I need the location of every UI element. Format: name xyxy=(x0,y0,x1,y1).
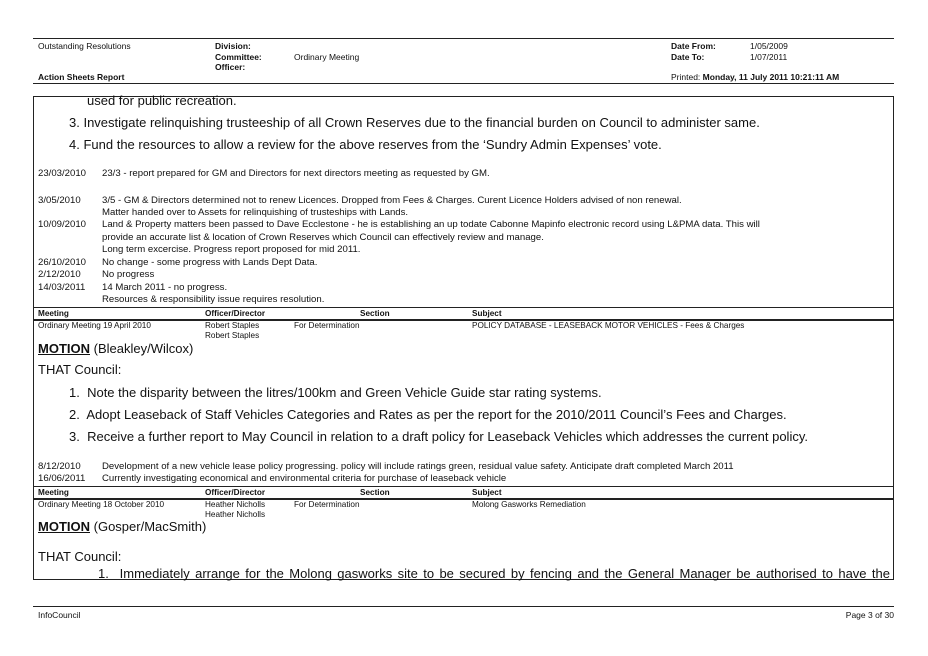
list-item-text: Receive a further report to May Council in relation to a draft policy for Leaseback Vehicles which addresses the current policy. xyxy=(87,429,808,444)
row-divider xyxy=(33,486,894,487)
date-to-label: Date To: xyxy=(671,52,705,62)
that-council: THAT Council: xyxy=(38,362,122,377)
list-item-number: 1. xyxy=(98,566,109,581)
row-divider xyxy=(33,307,894,308)
page-number: Page 3 of 30 xyxy=(845,610,894,620)
col-header-officer: Officer/Director xyxy=(205,488,266,497)
printed-line xyxy=(671,72,839,82)
note-text: 23/3 - report prepared for GM and Directors for next directors meeting as requested by GM. xyxy=(102,168,490,179)
header-bottom-rule xyxy=(33,83,894,84)
motion-heading xyxy=(38,519,206,534)
record-meeting: Ordinary Meeting 18 October 2010 xyxy=(38,500,165,509)
col-header-section: Section xyxy=(360,309,390,318)
note-date: 14/03/2011 xyxy=(38,282,86,293)
list-item-text: Immediately arrange for the Molong gasworks site to be secured by fencing and the General Manager be authorised to have the xyxy=(119,566,890,581)
header-top-rule xyxy=(33,38,894,39)
note-date: 23/03/2010 xyxy=(38,168,87,179)
list-item-text: Investigate relinquishing trusteeship of all Crown Reserves due to the financial burden on Council to administer same. xyxy=(83,115,760,130)
committee-value: Ordinary Meeting xyxy=(294,52,360,62)
record-director: Heather Nicholls xyxy=(205,510,266,519)
note-text: 14 March 2011 - no progress. xyxy=(102,282,228,293)
note-date: 3/05/2010 xyxy=(38,195,81,206)
division-label: Division: xyxy=(215,41,251,51)
col-header-section: Section xyxy=(360,488,390,497)
list-item-text: Adopt Leaseback of Staff Vehicles Categories and Rates as per the report for the 2010/2011 Council’s Fees and Charges. xyxy=(86,407,787,422)
note-text: Currently investigating economical and environmental criteria for purchase of leaseback vehicle xyxy=(102,473,507,484)
note-text: No change - some progress with Lands Dept Data. xyxy=(102,257,318,268)
footer-app-name: InfoCouncil xyxy=(38,610,81,620)
committee-label: Committee: xyxy=(215,52,262,62)
report-title: Outstanding Resolutions xyxy=(38,41,131,51)
list-item xyxy=(69,407,787,422)
col-header-officer: Officer/Director xyxy=(205,309,266,318)
printed-label: Printed: xyxy=(671,72,701,82)
printed-value: Monday, 11 July 2011 10:21:11 AM xyxy=(702,72,840,82)
record-officer: Robert Staples xyxy=(205,321,260,330)
note-text: 3/5 - GM & Directors determined not to renew Licences. Dropped from Fees & Charges. Curent Licence Holders advised of non renewal. xyxy=(102,195,682,206)
motion-label: MOTION xyxy=(38,519,90,534)
note-text: Resources & responsibility issue requires resolution. xyxy=(102,294,325,305)
list-item xyxy=(69,115,760,130)
list-item-number: 3. xyxy=(69,429,80,444)
note-date: 8/12/2010 xyxy=(38,461,81,472)
officer-label: Officer: xyxy=(215,62,246,72)
record-director: Robert Staples xyxy=(205,331,260,340)
list-item xyxy=(69,137,662,152)
note-text: Land & Property matters been passed to Dave Ecclestone - he is establishing an up todate Cabonne Mapinfo electronic record using L&PMA data. This will xyxy=(102,219,760,230)
col-header-subject: Subject xyxy=(472,309,502,318)
motion-movers: (Bleakley/Wilcox) xyxy=(93,341,194,356)
that-council: THAT Council: xyxy=(38,549,122,564)
date-from-value: 1/05/2009 xyxy=(750,41,788,51)
list-item-number: 4. xyxy=(69,137,80,152)
list-item-text: Fund the resources to allow a review for the above reserves from the ‘Sundry Admin Expenses’ vote. xyxy=(83,137,662,152)
note-text: Development of a new vehicle lease policy progressing. policy will include ratings green, residual value safety. Anticipate draft completed March 2011 xyxy=(102,461,734,472)
continued-text: used for public recreation. xyxy=(87,93,237,108)
record-officer: Heather Nicholls xyxy=(205,500,266,509)
report-name: Action Sheets Report xyxy=(38,72,125,82)
record-meeting: Ordinary Meeting 19 April 2010 xyxy=(38,321,151,330)
list-item-number: 3. xyxy=(69,115,80,130)
note-date: 26/10/2010 xyxy=(38,257,87,268)
list-item xyxy=(69,385,602,400)
list-item-number: 1. xyxy=(69,385,80,400)
motion-label: MOTION xyxy=(38,341,90,356)
list-item xyxy=(98,566,890,581)
note-text: No progress xyxy=(102,269,155,280)
column-header-rule xyxy=(33,319,894,321)
motion-heading xyxy=(38,341,193,356)
record-subject: POLICY DATABASE - LEASEBACK MOTOR VEHICLES - Fees & Charges xyxy=(472,321,745,330)
record-section: For Determination xyxy=(294,500,360,509)
col-header-meeting: Meeting xyxy=(38,309,69,318)
note-text: provide an accurate list & location of Crown Reserves which Council can effectively review and manage. xyxy=(102,232,544,243)
list-item-text: Note the disparity between the litres/100km and Green Vehicle Guide star rating systems. xyxy=(87,385,602,400)
record-section: For Determination xyxy=(294,321,360,330)
note-date: 2/12/2010 xyxy=(38,269,81,280)
col-header-meeting: Meeting xyxy=(38,488,69,497)
date-from-label: Date From: xyxy=(671,41,716,51)
note-date: 10/09/2010 xyxy=(38,219,87,230)
date-to-value: 1/07/2011 xyxy=(750,52,788,62)
list-item xyxy=(69,429,808,444)
note-date: 16/06/2011 xyxy=(38,473,86,484)
note-text: Long term excercise. Progress report proposed for mid 2011. xyxy=(102,244,361,255)
list-item-number: 2. xyxy=(69,407,80,422)
col-header-subject: Subject xyxy=(472,488,502,497)
record-subject: Molong Gasworks Remediation xyxy=(472,500,586,509)
footer-rule xyxy=(33,606,894,607)
motion-movers: (Gosper/MacSmith) xyxy=(93,519,207,534)
note-text: Matter handed over to Assets for relinquishing of trusteships with Lands. xyxy=(102,207,409,218)
